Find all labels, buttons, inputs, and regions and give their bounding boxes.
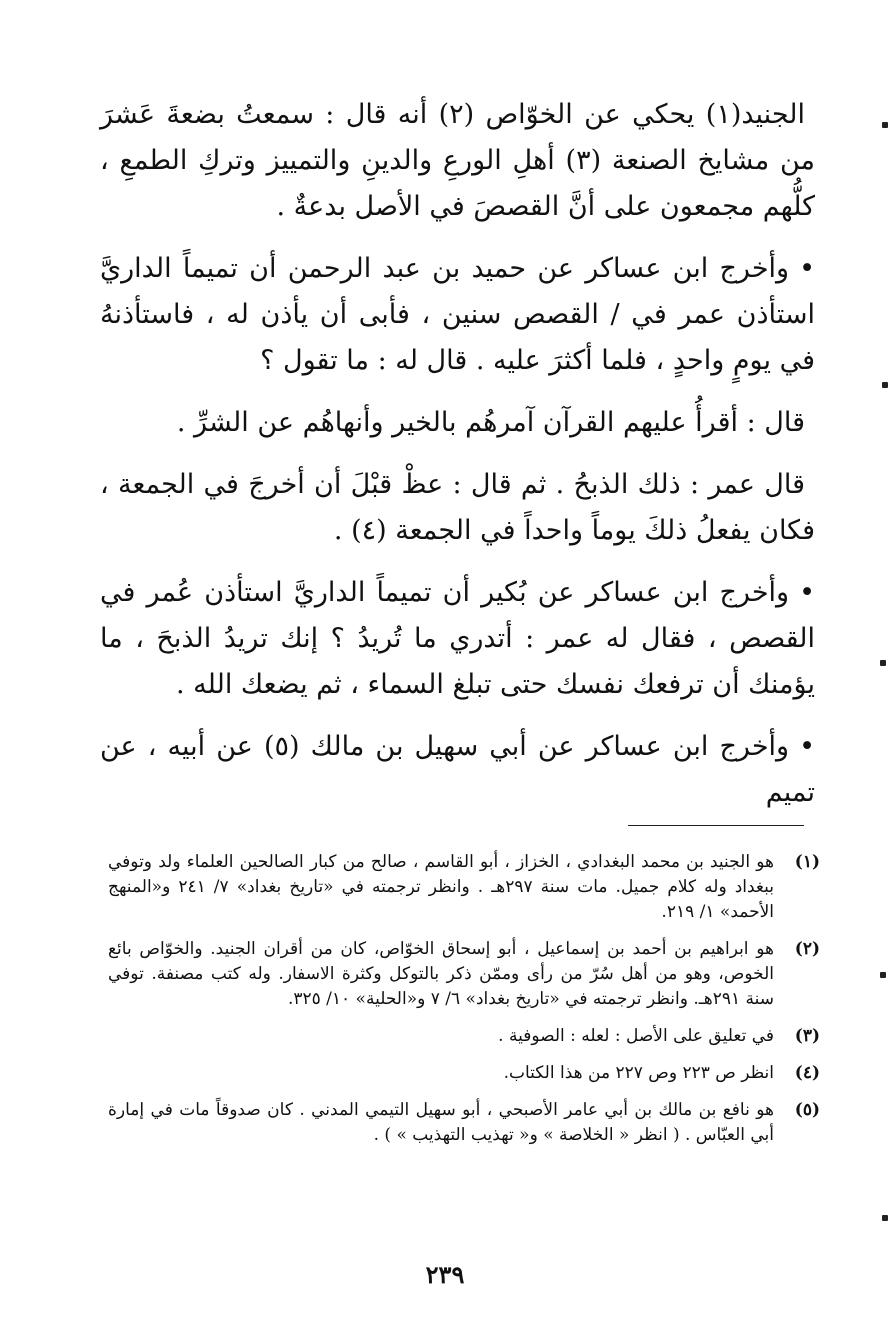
paragraph-text: الجنيد(١) يحكي عن الخوّاص (٢) أنه قال : سمعتُ بضعةَ عَشرَ من مشايخ الصنعة (٣) أهلِ الورعِ والدينِ والتمييز وتركِ الطمعِ ، كلُّهم مجمعون على أنَّ القصصَ في الأصل بدعةٌ . [100,99,815,222]
footnote-number: (٤) [794,1063,820,1083]
main-text [100,92,815,832]
paragraph-text: وأخرج ابن عساكر عن بُكير أن تميماً الداريَّ استأذن عُمر في القصص ، فقال له عمر : أتدري ما تُريدُ ؟ إنك تريدُ الذبحَ ، ما يؤمنك أن ترفعك نفسك حتى تبلغ السماء ، ثم يضعك الله . [100,577,815,700]
footnote [108,1024,820,1049]
paragraph [100,462,815,554]
footnote [108,850,820,925]
paragraph [100,570,815,708]
footnote-number: (٥) [794,1100,820,1120]
paragraph-text: وأخرج ابن عساكر عن أبي سهيل بن مالك (٥) عن أبيه ، عن تميم [100,731,815,808]
paragraph-text: قال عمر : ذلك الذبحُ . ثم قال : عظْ قبْلَ أن أخرجَ في الجمعة ، فكان يفعلُ ذلكَ يوماً واحداً في الجمعة (٤) . [100,469,815,546]
paragraph [100,92,815,230]
footnote-text: انظر ص ٢٢٣ وص ٢٢٧ من هذا الكتاب. [503,1063,774,1083]
bullet-marker: • [799,731,815,762]
footnote-number: (٢) [794,939,820,959]
footnote [108,1061,820,1086]
footnote-number: (١) [794,852,820,872]
footnotes [108,850,820,1160]
paragraph [100,724,815,816]
paragraph [100,400,815,446]
footnote-text: هو الجنيد بن محمد البغدادي ، الخزاز ، أبو القاسم ، صالح من كبار الصالحين العلماء ولد وتوفي ببغداد وله كلام جميل. مات سنة ٢٩٧هـ . وانظر ترجمته في «تاريخ بغداد» ٧/ ٢٤١ و«المنهج الأحمد» ١/ ٢١٩. [108,852,774,922]
edge-mark [882,122,888,128]
footnote-text: في تعليق على الأصل : لعله : الصوفية . [498,1026,774,1046]
edge-mark [880,972,886,978]
paragraph-text: قال : أقرأُ عليهم القرآن آمرهُم بالخير وأنهاهُم عن الشرِّ . [176,407,805,438]
footnote-divider [628,825,804,826]
bullet-marker: • [799,253,815,284]
edge-mark [882,382,888,388]
footnote [108,937,820,1012]
edge-mark [880,660,886,666]
footnote-text: هو ابراهيم بن أحمد بن إسماعيل ، أبو إسحاق الخوّاص، كان من أقران الجنيد. والخوّاص بائع الخوص، وهو من أهل سُرّ من رأى وممّن ذكر بالتوكل وكثرة الاسفار. وله كتب مصنفة. توفي سنة ٢٩١هـ. وانظر ترجمته في «تاريخ بغداد» ٦/ ٧ و«الحلية» ١٠/ ٣٢٥. [108,939,774,1009]
bullet-marker: • [799,577,815,608]
footnote [108,1098,820,1148]
edge-mark [882,1215,888,1221]
paragraph [100,246,815,384]
paragraph-text: وأخرج ابن عساكر عن حميد بن عبد الرحمن أن تميماً الداريَّ استأذن عمر في / القصص سنين ، فأبى أن يأذن له ، فاستأذنهُ في يومٍ واحدٍ ، فلما أكثرَ عليه . قال له : ما تقول ؟ [100,253,815,376]
page-number: ٢٣٩ [425,1260,465,1289]
footnote-text: هو نافع بن مالك بن أبي عامر الأصبحي ، أبو سهيل التيمي المدني . كان صدوقاً مات في إمارة أبي العبّاس . ( انظر « الخلاصة » و« تهذيب التهذيب » ) . [108,1100,774,1145]
footnote-number: (٣) [794,1026,820,1046]
